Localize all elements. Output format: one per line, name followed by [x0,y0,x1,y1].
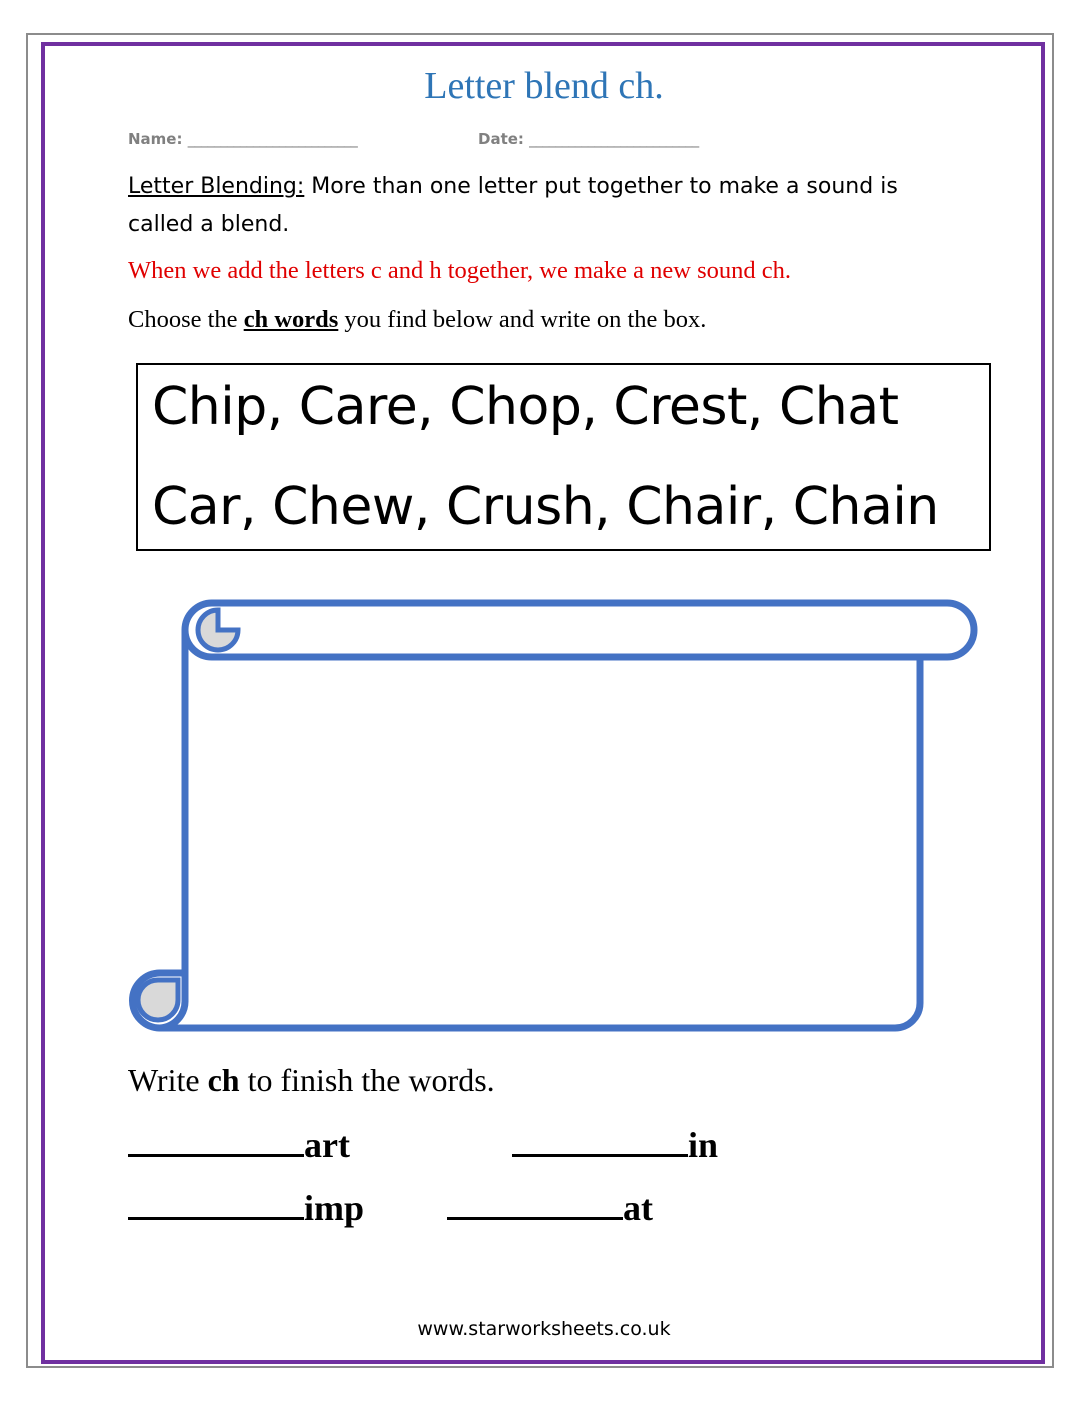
word-ending: in [688,1125,719,1165]
word-bank-line-1: Chip, Care, Chop, Crest, Chat [152,377,899,437]
exercise-title [128,1062,495,1099]
definition-text: More than one letter put together to make a sound is called a blend. [128,174,898,237]
blank-line[interactable] [512,1126,688,1157]
exercise-title-before: Write [128,1062,208,1098]
blank-line[interactable] [128,1126,304,1157]
word-ending: imp [304,1188,365,1228]
fill-blank-word[interactable] [447,1187,653,1229]
word-ending: at [623,1188,653,1228]
footer-website[interactable]: www.starworksheets.co.uk [417,1318,671,1340]
fill-blank-word[interactable] [128,1187,364,1229]
date-label: Date: [478,130,524,148]
fill-blank-word[interactable] [128,1124,350,1166]
blank-line[interactable] [128,1189,304,1220]
word-bank-line-2: Car, Chew, Crush, Chair, Chain [152,477,939,537]
word-ending: art [304,1125,350,1165]
exercise-title-after: to finish the words. [239,1062,495,1098]
name-label: Name: [128,130,183,148]
definition-term: Letter Blending: [128,174,305,199]
ch-sound-sentence: When we add the letters c and h together, we make a new sound ch. [128,257,791,284]
bottom-curl-icon [138,980,178,1020]
blank-line[interactable] [447,1189,623,1220]
name-line: __________________________ [187,130,357,148]
instruction-choose-after: you find below and write on the box. [338,306,707,333]
fill-blank-word[interactable] [512,1124,718,1166]
exercise-title-emphasis: ch [207,1062,240,1098]
instruction-choose-before: Choose the [128,306,244,333]
instruction-choose-emphasis: ch words [243,306,339,333]
date-line: __________________________ [529,130,699,148]
worksheet-title: Letter blend ch. [424,65,664,107]
top-curl-icon [198,610,238,650]
